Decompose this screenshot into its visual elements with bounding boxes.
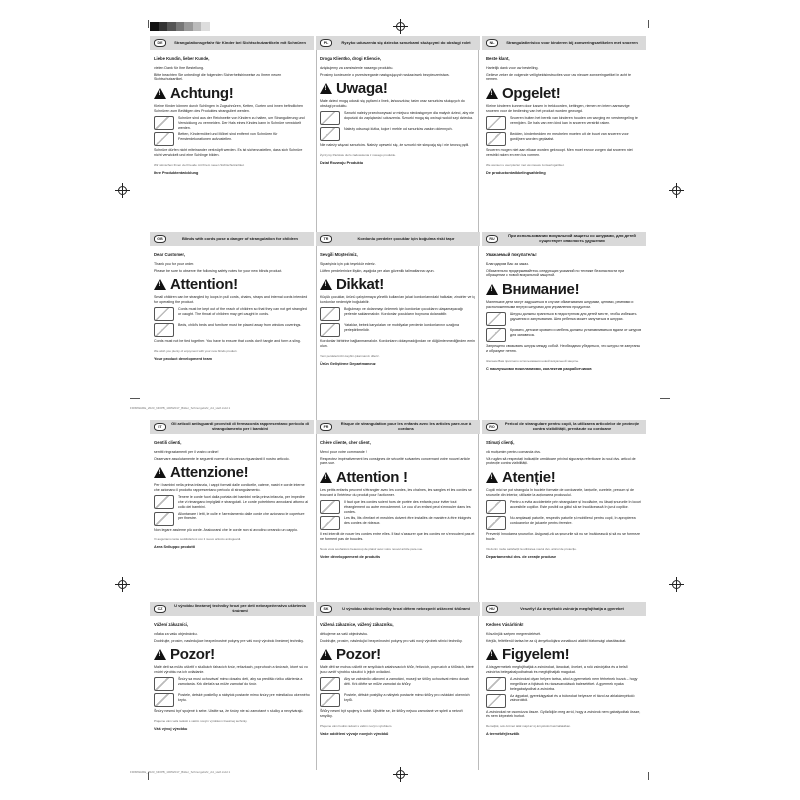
safety-panel-fr: [316, 420, 480, 600]
calibration-swatch: [201, 22, 210, 31]
intro-line: Please be sure to observe the following safety notes for your new blinds product.: [154, 268, 283, 273]
panel-header: [316, 232, 480, 246]
bed-placement-illustration-icon: [320, 323, 340, 337]
signature: Váš vývoj výrobku: [154, 726, 188, 731]
warning-heading: [320, 647, 476, 662]
slug-line: FIRMWARE_2023_NDPB_10052017_Bilder_Schnurgefahr_A4_Heft.indd 1: [130, 770, 231, 774]
signature: С наилучшими пожеланиями, коллектив разработчиков: [486, 366, 592, 371]
crop-mark: [648, 772, 649, 780]
cord-note: Snoeren mogen niet aan elkaar worden geknoopt. Men moet ervoor zorgen dat snoeren niet verstrikt raken en een lus vormen.: [486, 147, 633, 157]
instruction-item: [320, 111, 476, 125]
bed-placement-illustration-icon: [486, 516, 506, 530]
instruction-item: [486, 132, 642, 146]
warning-heading: [320, 470, 476, 485]
closing-line: Přejeme vám hodně radosti s vaším novým výrobkem.: [320, 723, 393, 728]
intro-line: Köszönjük szépen megrendelését.: [486, 631, 541, 636]
signature: Vaše oddělení vývoje nových výrobků: [320, 731, 389, 736]
cord-reach-illustration-icon: [486, 312, 506, 326]
registration-mark-top: [396, 22, 405, 31]
warning-heading: [154, 647, 310, 662]
safety-panel-it: [150, 420, 314, 600]
warning-body: Per i bambini nella prima infanzia, i cappi formati dalle cordicelle, catene, nastri e corde interne che azionano il prodotto rappresentano pericolo di strangolamento.: [154, 483, 305, 493]
cord-reach-illustration-icon: [486, 500, 506, 514]
intro-line: Dodržujte, prosím, následující bezpečnostní pokyny pro váš nový výrobek stínicí techniky.: [320, 638, 463, 643]
crop-mark: [660, 398, 670, 399]
warning-title: Atenție!: [502, 469, 556, 487]
intro-line: Prosimy koniecznie o przestrzeganie następujących wskazówek bezpieczeństwa.: [320, 72, 450, 77]
safety-panel-ro: [482, 420, 646, 600]
cord-note: Šnúry nesmú byť spojené k sebe. Uistite sa, že šnúry nie sú zamotané v slučky a nevytvárajú.: [154, 709, 304, 714]
signature: Your product development team: [154, 356, 212, 361]
warning-body: Kleine Kinder können durch Schlingen in Zugschnüren, Ketten, Gurten und innen befindlichen Schnüren zum Betätigen des Produktes stranguliert werden.: [154, 104, 304, 114]
cord-note: Nie należy wiązać sznurków. Należy upewnić się, że sznurki nie skręcają się i nie tworzą pętli.: [320, 143, 470, 148]
instruction-item: [320, 693, 476, 707]
warning-triangle-icon: [486, 284, 498, 295]
warning-body: Kleine kinderen kunnen door lussen in trekkoorden, kettingen, riemen en intern aanwezige snoeren voor de bediening van het product worden gewurgd.: [486, 104, 630, 114]
warning-triangle-icon: [320, 649, 332, 660]
warning-body: A kisgyermekek megfojthatják a zsinórokat, láncokat, öveket, a roló zsinórjába és a belső zsinórba belegabalyodhatnak és megfojthatják magukat.: [486, 665, 628, 675]
instruction-item: [486, 516, 642, 530]
instruction-text: Sznurki należy przechowywać w miejscu niedostępnym dla małych dzieci, aby nie dopuścić do zaplątania i uduszenia. Sznurki mogą się owinąć wokół szyi dziecka.: [344, 111, 475, 120]
safety-panel-hu: [482, 602, 646, 772]
greeting: Stimați clienți,: [486, 440, 515, 445]
intro-line: Lütfen perdelerinize ilişkin, aşağıda yer alan güvenlik talimatlarına uyun.: [320, 268, 435, 273]
closing-line: Nous vous souhaitons beaucoup de plaisir avec votre nouvel article pare-vue.: [320, 547, 424, 552]
intro-line: dziękujemy za zamówienie naszego produktu.: [320, 65, 394, 70]
country-code-badge: SK: [320, 605, 332, 613]
instruction-text: Snoeren buiten het bereik van kinderen houden om wurging en verstrengeling te vermijden. De hals van een kind kan in snoeren verstrikt raken.: [510, 115, 638, 125]
country-code-badge: DE: [154, 39, 166, 47]
intro-line: Gelieve zeker de volgende veiligheidsinstructies voor uw nieuwe zonweringartikel in acht te nemen.: [486, 72, 632, 82]
greeting: Vážená zákaznice, vážený zákazníku,: [320, 622, 394, 627]
instruction-text: Les lits, lits d'enfant et meubles doivent être installés de manière à être éloignés des cordes de rideaux.: [344, 516, 472, 526]
panel-header: [482, 420, 646, 434]
calibration-swatch: [150, 22, 159, 31]
color-calibration-strip: [150, 22, 210, 31]
intro-line: Bitte beachten Sie unbedingt die folgenden Sicherheitshinweise zu Ihrem neuen Sichtschutzartikel.: [154, 72, 282, 82]
intro-line: Siparişiniz için çok teşekkür ederiz.: [320, 261, 376, 266]
intro-line: Thank you for your order.: [154, 261, 195, 266]
greeting: Kedves Vásárlónk!: [486, 622, 524, 627]
warning-heading: [486, 86, 642, 101]
bed-placement-illustration-icon: [486, 328, 506, 342]
instruction-text: Il faut que les cordes soient hors de portée des enfants pour éviter tout étranglement ou autre enroulement. Le cou d'un enfant peut s'enrouler dans les cordes.: [344, 499, 471, 514]
intro-line: sentiti ringraziamenti per il vostro ordine!: [154, 449, 219, 454]
country-code-badge: FR: [320, 423, 332, 431]
closing-line: Reméljük, sok örömet talál majd az új árnyékoló használatában.: [486, 724, 571, 729]
warning-title: Uwaga!: [336, 80, 388, 98]
country-code-badge: IT: [154, 423, 166, 431]
cord-reach-illustration-icon: [320, 500, 340, 514]
instruction-text: Az ágyakat, gyerekágyakat és a bútorokat helyezze el távol az ablakárnyékoló zsinoroktól.: [510, 693, 635, 703]
safety-panel-sk: [316, 602, 480, 772]
panel-header: [316, 36, 480, 50]
crop-mark: [130, 398, 140, 399]
instruction-text: Boğulmayı ve dolanmayı önlemek için kordonlar çocukların ulaşamayacağı yerlerde saklanmalıdır. Kordonlar çocukların boynuna dolanabilir.: [344, 307, 463, 316]
greeting: Уважаемый покупатель!: [486, 252, 537, 257]
warning-title: Pozor!: [336, 646, 381, 664]
signature: Ürün Geliştirme Departmanınız: [320, 361, 376, 366]
instruction-text: Bedden, kinderbedden en meubelen moeten uit de buurt van snoeren voor gordijnen worden geplaatst.: [510, 131, 629, 141]
warning-heading: [154, 465, 310, 480]
warning-triangle-icon: [486, 88, 498, 99]
panel-header: [316, 602, 480, 616]
instruction-item: [486, 312, 642, 326]
signature: Ihre Produktentwicklung: [154, 171, 199, 176]
warning-triangle-icon: [320, 83, 332, 94]
cord-reach-illustration-icon: [486, 677, 506, 691]
greeting: Droga Klientko, drogi Kliencie,: [320, 56, 381, 61]
warning-title: Achtung!: [170, 85, 234, 103]
greeting: Chère cliente, cher client,: [320, 440, 371, 445]
warning-triangle-icon: [154, 649, 166, 660]
signature: De productontwikkelingsafdeling: [486, 170, 546, 175]
warning-triangle-icon: [486, 649, 498, 660]
country-code-badge: CZ: [154, 605, 166, 613]
warning-heading: [486, 647, 642, 662]
warning-title: Opgelet!: [502, 85, 561, 103]
instruction-item: [154, 116, 310, 131]
panel-heading: U výrobku lineárnej techniky hrozí pre deti nebezpečenstvo uškrtenia šnúrami: [174, 603, 306, 613]
cord-reach-illustration-icon: [320, 111, 340, 125]
panel-heading: Kordonlu perdeler çocuklar için boğulma riski taşır: [357, 235, 455, 241]
panel-heading: Strangulationsgefahr für Kinder bei Sichtschutzartikeln mit Schnüren: [174, 39, 306, 45]
intro-line: Respectez impérativement les consignes de sécurité suivantes concernant votre nouvel article pare-vue.: [320, 456, 471, 466]
closing-line: Желаем Вам приятного использования новой визуальной защиты.: [486, 358, 579, 363]
cord-reach-illustration-icon: [154, 495, 174, 509]
calibration-swatch: [159, 22, 168, 31]
calibration-swatch: [167, 22, 176, 31]
intro-line: Dodržujte, prosím, nasledujúce bezpečnostné pokyny pre váš nový výrobok lineárnej techniky.: [154, 638, 304, 643]
panel-heading: U výrobku stínicí techniky hrozí dětem nebezpečí uškrcení šňůrami: [342, 605, 470, 611]
safety-panel-pl: [316, 36, 480, 216]
instruction-item: [154, 693, 310, 707]
warning-triangle-icon: [486, 472, 498, 483]
instruction-text: Yataklar, bebek karyolaları ve mobilyalar perdenin kordonlarının uzağına yerleştirilmelidir.: [344, 323, 459, 332]
calibration-swatch: [184, 22, 193, 31]
country-code-badge: RO: [486, 423, 498, 431]
warning-heading: [486, 282, 642, 297]
registration-mark-left-lower: [118, 580, 127, 589]
safety-panel-ru: [482, 232, 646, 412]
warning-triangle-icon: [320, 279, 332, 290]
cord-note: Kordonlar birbirine bağlanmamalıdır. Kordonların dolaşmadığından ve düğümlenmediğinden emin olun.: [320, 339, 476, 348]
panel-heading: Blinds with cords pose a danger of strangulation for children: [181, 235, 298, 241]
panel-header: [150, 232, 314, 246]
cord-note: Šňůry nesmí být spojeny k sobě. Ujistěte se, že šňůry nejsou zamotané ve spleti a netvoří smyčky.: [320, 709, 463, 718]
bed-placement-illustration-icon: [486, 694, 506, 708]
instruction-text: Tenere le corde fuori dalla portata dei bambini nella prima infanzia, per impedire che vi rimangano impigliati e strangolati. Le corde potrebbero annodarsi attorno al collo dei bambini.: [178, 495, 309, 509]
greeting: Vážení zákazníci,: [154, 622, 188, 627]
instruction-text: Schnüre sind aus der Reichweite von Kindern zu halten, um Strangulierung und Verwicklung zu vermeiden. Der Hals eines Kindes kann in Schnüre verwickelt werden.: [178, 115, 305, 130]
bed-placement-illustration-icon: [486, 132, 506, 146]
instruction-item: [154, 512, 310, 526]
warning-body: Małe dzieci mogą udusić się pętlami z linek, łańcuszków, taśm oraz sznurków służących do obsługi produktu.: [320, 99, 465, 109]
instruction-text: Шнуры должны храниться в недоступном для детей месте, чтобы избежать удушения и запутывания. Шея ребенка может запутаться в шнурах.: [510, 311, 637, 321]
warning-title: Attenzione!: [170, 464, 249, 482]
intro-line: Osservare assolutamente le seguenti norme di sicurezza riguardanti il nostro articolo.: [154, 456, 290, 461]
cord-reach-illustration-icon: [320, 307, 340, 321]
crop-mark: [648, 20, 649, 28]
instruction-text: Beds, child's beds and furniture must be placed away from window coverings.: [178, 323, 302, 328]
panel-heading: При использовании визуальной защиты со шнурами, для детей существует опасность удушения: [508, 233, 636, 243]
cord-note: Preveniți înnodarea șnururilor. Asigurați-vă ca șnururile să nu se încâlcească și să nu se formeze bucle.: [486, 531, 641, 541]
cord-reach-illustration-icon: [154, 677, 174, 691]
instruction-text: Кровати, детские кровати и мебель должны устанавливаться вдали от шнуров для занавесок.: [510, 327, 642, 337]
bed-placement-illustration-icon: [154, 512, 174, 526]
instruction-item: [154, 307, 310, 321]
warning-body: Malé děti se mohou uškrtit ve smyčkách zatahovacích šňůr, řetízcích, popruzích a šňůrách, které jsou uvnitř výrobku sloužící k jejich ovládání.: [320, 665, 474, 675]
instruction-item: [320, 500, 476, 515]
warning-body: Malé deti sa môžu uškrtiť v slučkách ťahacích šnúr, reťazkach, popruhoch a šnúrach, ktoré sú vo vnútri výrobku na ich ovládanie.: [154, 665, 308, 675]
panel-header: [150, 420, 314, 434]
warning-title: Dikkat!: [336, 276, 384, 294]
country-code-badge: TR: [320, 235, 332, 243]
cord-note: A zsinórokat ne csomózza össze. Győződjön meg arról, hogy a zsinórok nem gabalyodtak össze, és nem képeztek hurkot.: [486, 709, 641, 719]
warning-body: Küçük çocuklar, ürünü çalıştırmaya yönelik kullanılan jaluzi kordonlarındaki halkalar, zincirler ve iç kordonlar nedeniyle boğulabilir.: [320, 295, 476, 305]
instruction-item: [486, 328, 642, 342]
instruction-text: Allontanare i letti, le culle e l'arredamento dalle corde che azionano le coperture per finestre.: [178, 511, 305, 521]
cord-reach-illustration-icon: [154, 307, 174, 321]
intro-line: Hartelijk dank voor uw bestelling.: [486, 65, 539, 70]
greeting: Beste klant,: [486, 56, 510, 61]
panel-header: [316, 420, 480, 434]
signature: Dział Rozwoju Produktu: [320, 160, 364, 165]
cord-note: Il est interdit de nouer les cordes entre elles. Il faut s'assurer que les cordes ne s'enroulent pas et ne forment pas de boucles.: [320, 532, 475, 542]
safety-panel-cz: [150, 602, 314, 772]
warning-triangle-icon: [154, 467, 166, 478]
signature: Area Sviluppo prodotti: [154, 545, 195, 550]
bed-placement-illustration-icon: [154, 132, 174, 146]
safety-panel-de: [150, 36, 314, 216]
closing-line: Yeni perdelerinizin keyfini çıkarmanızı dileriz.: [320, 353, 380, 358]
warning-body: Маленькие дети могут задушиться в случае обматывания шнурами, цепями, ремнями и расположенными внутри шнурами для управления продуктом.: [486, 300, 634, 310]
bed-placement-illustration-icon: [320, 516, 340, 530]
panel-heading: Veszély! Az árnyékoló zsinórja megfojthatja a gyereket: [520, 605, 624, 611]
bed-placement-illustration-icon: [154, 693, 174, 707]
bed-placement-illustration-icon: [320, 693, 340, 707]
instruction-item: [320, 323, 476, 337]
country-code-badge: RU: [486, 235, 498, 243]
panel-header: [150, 602, 314, 616]
instruction-item: [486, 116, 642, 130]
intro-line: vďaka za vašu objednávku.: [154, 631, 198, 636]
warning-title: Attention !: [336, 469, 408, 487]
warning-body: Small children can be strangled by loops in pull cords, chains, straps and internal cords intended for operating the product.: [154, 295, 308, 305]
instruction-item: [154, 677, 310, 691]
cord-note: Schnüre dürfen nicht miteinander verknüpft werden. Es ist sicherzustellen, dass sich Schnüre nicht verwickelt und eine Schlinge bilden.: [154, 148, 303, 158]
panel-heading: Ryzyko uduszenia się dziecka sznurkami służącymi do obsługi rolet: [341, 39, 471, 45]
greeting: Dear Customer,: [154, 252, 185, 257]
intro-line: Merci pour votre commande !: [320, 449, 367, 454]
closing-line: We wensen u veel plezier met uw nieuwe zonweringartikel.: [486, 162, 565, 167]
warning-title: Figyelem!: [502, 646, 570, 664]
greeting: Sevgili Müşterimiz,: [320, 252, 358, 257]
cord-note: Запрещено связывать шнуры между собой. Необходимо убедиться, что шнуры не запутаны и образуют петлю.: [486, 343, 641, 353]
country-code-badge: GB: [154, 235, 166, 243]
safety-panel-gb: [150, 232, 314, 412]
country-code-badge: NL: [486, 39, 498, 47]
warning-heading: [320, 81, 476, 96]
instruction-item: [486, 677, 642, 692]
bed-placement-illustration-icon: [320, 127, 340, 141]
panel-heading: Risque de strangulation pour les enfants avec les articles pare-vue à cordons: [340, 421, 472, 431]
panel-header: [482, 602, 646, 616]
safety-panel-tr: [316, 232, 480, 412]
instruction-text: Cords must be kept out of the reach of children so that they can not get strangled or caught. The throat of children may get caught in cords.: [178, 307, 307, 316]
closing-line: Vă dorim multe satisfacții la utilizarea noului dvs. articol de protecție.: [486, 546, 577, 551]
registration-mark-right-upper: [672, 186, 681, 195]
instruction-item: [154, 132, 310, 146]
panel-header: [482, 36, 646, 50]
instruction-text: A zsinórokat olyan helyen tartsa, ahol a gyermekek nem férhetnek hozzá – hogy megelőzze a fojtások és rácsavarodások balesetéket. A gyermek nyaka belegabalyodhat a zsinórba.: [510, 677, 638, 691]
instruction-item: [154, 495, 310, 510]
panel-heading: Gli articoli antisguardi provvisti di fermacorda rappresentano pericolo di strangolamento per i bambini: [171, 421, 309, 431]
warning-triangle-icon: [154, 279, 166, 290]
closing-line: Wir wünschen Ihnen viel Freude mit Ihrem neuen Sichtschutzartikel.: [154, 163, 245, 168]
intro-line: vă mulțumim pentru comanda dvs.: [486, 449, 541, 454]
instruction-item: [486, 694, 642, 708]
warning-title: Attention!: [170, 276, 238, 294]
country-code-badge: HU: [486, 605, 498, 613]
signature: Votre développement de produits: [320, 555, 381, 560]
calibration-swatch: [176, 22, 185, 31]
cord-reach-illustration-icon: [486, 116, 506, 130]
warning-body: Copiii mici se pot strangula în buclele formate de cordoanele, lanțurile, curelele, precum și de snururile din interior, utilizate la acționarea produsului.: [486, 488, 635, 498]
closing-line: Prajeme vám veľa radosti s vaším novým výrobkom lineárnej techniky.: [154, 718, 248, 723]
panel-heading: Pericol de strangulare pentru copii, la utilizarea articolelor de protecție contra vizibilității, prevăzute cu cordoane: [504, 421, 640, 431]
intro-line: Благодарим Вас за заказ.: [486, 261, 529, 266]
warning-heading: [154, 277, 310, 292]
panel-header: [482, 232, 646, 246]
registration-mark-right-lower: [672, 580, 681, 589]
panel-header: [150, 36, 314, 50]
instruction-text: Aby se zabránilo uškrcení a zamotání, musejí se šňůry uchovávat mimo dosah dětí. Krk dítěte se může zamotat do šňůry.: [344, 677, 470, 686]
instruction-text: Betten, Kindermöbel und Möbel sind entfernt von Schnüren für Fensterdekorationen aufzustellen.: [178, 132, 278, 142]
crop-mark: [148, 20, 149, 28]
cord-reach-illustration-icon: [154, 116, 174, 130]
panel-heading: Strangulatierisico voor kinderen bij zonweringsartikelen met snoeren: [506, 39, 638, 45]
instruction-item: [320, 127, 476, 141]
warning-heading: [486, 470, 642, 485]
instruction-item: [154, 323, 310, 337]
safety-panel-nl: [482, 36, 646, 216]
instruction-text: Postele, detské postieľky a nábytok postavte mimo šnúry pre miestlačou okenného krytu.: [178, 693, 310, 702]
warning-title: Pozor!: [170, 646, 215, 664]
warning-body: Les petits enfants peuvent s'étrangler avec les cordes, les chaînes, les sangles et les cordes se trouvant à l'intérieur du produit pour l'actionner.: [320, 488, 472, 498]
intro-line: děkujeme za vaši objednávku.: [320, 631, 369, 636]
warning-title: Внимание!: [502, 281, 580, 299]
warning-triangle-icon: [154, 88, 166, 99]
closing-line: Życzymy Państwu dużo zadowolenia z nowego produktu.: [320, 152, 397, 157]
instruction-item: [320, 677, 476, 691]
closing-line: Vi auguriamo tante soddisfazioni con il nuovo articolo antisguardi.: [154, 537, 241, 542]
warning-triangle-icon: [320, 472, 332, 483]
signature: A termékfejlesztők: [486, 732, 520, 737]
instruction-text: Nu amplasați paturile, respectiv paturile și mobilierul pentru copii, în apropierea cordoanelor de jaluzele pentru ferestre.: [510, 515, 636, 525]
greeting: Liebe Kundin, lieber Kunde,: [154, 56, 210, 61]
instruction-item: [320, 516, 476, 530]
closing-line: We wish you plenty of enjoyment with your new blinds product.: [154, 348, 238, 353]
instruction-text: Należy odsunąć łóżka, kojce i meble od sznurków zasłon okiennych.: [344, 127, 453, 132]
calibration-swatch: [193, 22, 202, 31]
instruction-text: Postele, dětské postýlky a nábytek postavte mimo šňůry pro ovládání okenních krytů.: [344, 693, 470, 702]
bed-placement-illustration-icon: [154, 323, 174, 337]
instruction-item: [486, 500, 642, 514]
intro-line: Vă rugăm să respectați indicațiile următoare privind siguranța referitoare la noul dvs. articol de protecție contra vizibilității.: [486, 456, 636, 466]
warning-heading: [154, 86, 310, 101]
intro-line: Kérjük, feltétlenül tartsa be az új árnyékolójára vonatkozó alábbi biztonsági utasításokat.: [486, 638, 627, 643]
instruction-item: [320, 307, 476, 321]
slug-line: FIRMWARE_2023_NDPB_10052017_Bilder_Schnurgefahr_A4_Heft.indd 1: [130, 406, 231, 410]
cord-note: Non legare assieme più corde. Assicurarsi che le corde non si avvolino creando un cappio.: [154, 527, 299, 532]
warning-heading: [320, 277, 476, 292]
cord-note: Cords must not be tied together. You have to ensure that cords don't tangle and form a sling.: [154, 339, 301, 344]
signature: Departamentul dvs. de creație produse: [486, 554, 557, 559]
greeting: Gentili clienti,: [154, 440, 182, 445]
instruction-text: Pentru a evita accidentele prin strangulare și încolăcire, nu lăsați șnururile în locuri accesibile copiilor. Este posibil ca gâtul să se încolăcească în jurul copiilor.: [510, 499, 642, 509]
country-code-badge: PL: [320, 39, 332, 47]
cord-reach-illustration-icon: [320, 677, 340, 691]
instruction-text: Šnúry sa musí uchovávať mimo dosahu detí, aby sa predišlo riziku uškrtenia a zamotania. Krk dieťaťa sa môže zamotať do šnúr.: [178, 677, 303, 686]
intro-line: Обязательно придерживайтесь следующих указаний по технике безопасности при обращении с новой визуальной защитой.: [486, 268, 625, 278]
intro-line: vielen Dank für Ihre Bestellung.: [154, 65, 204, 70]
registration-mark-left-upper: [118, 186, 127, 195]
